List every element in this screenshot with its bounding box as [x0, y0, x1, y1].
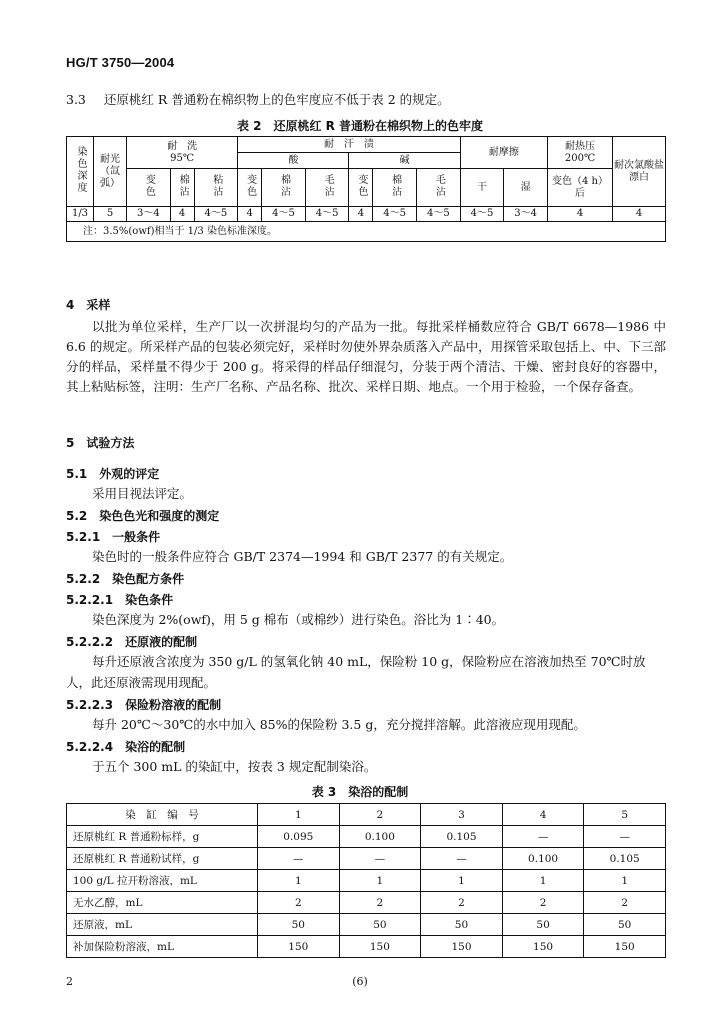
- table3-caption: 表 3 染浴的配制: [311, 785, 409, 799]
- section-5-2-2-1-heading: 5.2.2.1 染色条件: [66, 593, 174, 607]
- sub-change: 变色: [238, 169, 262, 207]
- cell: 4～5: [373, 207, 417, 222]
- header-cell: 染 缸 编 号: [67, 804, 258, 826]
- cell: 4～5: [417, 207, 461, 222]
- cell: 1: [258, 870, 340, 892]
- cell: 0.095: [258, 826, 340, 848]
- header-hotpress: 耐热压 200℃: [548, 137, 613, 169]
- table-row: [67, 914, 666, 936]
- cell: 1: [584, 870, 666, 892]
- section-5-2-2-3-heading: 5.2.2.3 保险粉溶液的配制: [66, 698, 222, 712]
- header-sweat: 耐 汗 渍: [238, 137, 460, 153]
- cell: 150: [339, 936, 421, 958]
- cell: 50: [502, 914, 584, 936]
- table-row: [67, 892, 666, 914]
- header-rub: 耐摩擦: [460, 137, 547, 169]
- sub-cotton: 棉沾: [170, 169, 194, 207]
- sheet-number: (6): [352, 975, 368, 988]
- section-3-3: [66, 92, 450, 108]
- table2-caption: 表 2 还原桃红 R 普通粉在棉织物上的色牢度: [236, 119, 484, 133]
- cell: 2: [584, 892, 666, 914]
- header-wash: 耐 洗 95℃: [127, 137, 238, 169]
- sub-change: 变色: [349, 169, 373, 207]
- standard-code: HG/T 3750—2004: [66, 55, 175, 70]
- cell: 2: [502, 892, 584, 914]
- cell: 150: [584, 936, 666, 958]
- page-number: 2: [66, 975, 73, 988]
- table-2: [66, 136, 666, 242]
- sub-wet: 湿: [504, 169, 548, 207]
- cell: 3～4: [504, 207, 548, 222]
- cell: 2: [339, 892, 421, 914]
- table-row: [67, 826, 666, 848]
- row-label: 还原桃红 R 普通粉试样，g: [67, 848, 258, 870]
- header-cell: 1: [258, 804, 340, 826]
- row-label: 还原液，mL: [67, 914, 258, 936]
- cell: 50: [584, 914, 666, 936]
- cell: 0.105: [421, 826, 503, 848]
- header-acid: 酸: [238, 153, 349, 169]
- cell: 2: [258, 892, 340, 914]
- cell: —: [258, 848, 340, 870]
- cell: 0.100: [502, 848, 584, 870]
- header-light: 耐光（氙弧）: [94, 137, 127, 207]
- cell: 50: [258, 914, 340, 936]
- cell: 4: [613, 207, 666, 222]
- section-5-2-2-3-text: 每升 20℃～30℃的水中加入 85%的保险粉 3.5 g，充分搅拌溶解。此溶液应现用现配。: [92, 717, 586, 732]
- cell: —: [502, 826, 584, 848]
- cell: 4～5: [194, 207, 238, 222]
- cell: 4: [238, 207, 262, 222]
- cell: 4: [349, 207, 373, 222]
- table2-note: 注：3.5%(owf)相当于 1/3 染色标准深度。: [67, 222, 666, 242]
- cell: —: [584, 826, 666, 848]
- section-5-2-1-heading: 5.2.1 一般条件: [66, 530, 161, 544]
- cell: —: [339, 848, 421, 870]
- section-number: 3.3: [66, 92, 86, 107]
- table-header-row: [67, 804, 666, 826]
- header-chlorine: 耐次氯酸盐漂白: [613, 137, 666, 207]
- cell: 150: [421, 936, 503, 958]
- sub-hotpress: 变色（4 h）后: [548, 169, 613, 207]
- section-5-2-2-2-line1: 每升还原液含浓度为 350 g/L 的氢氧化钠 40 mL，保险粉 10 g，保险粉应在溶液加热至 70℃时放: [92, 654, 646, 669]
- cell: 1: [339, 870, 421, 892]
- cell: —: [421, 848, 503, 870]
- row-label: 无水乙醇，mL: [67, 892, 258, 914]
- sub-wool: 毛沾: [417, 169, 461, 207]
- section-5-2-heading: 5.2 染色色光和强度的测定: [66, 509, 220, 523]
- cell: 2: [421, 892, 503, 914]
- section-5-1-heading: 5.1 外观的评定: [66, 467, 160, 481]
- cell: 1: [421, 870, 503, 892]
- section-5-2-2-1-text: 染色深度为 2%(owf)，用 5 g 棉布（或棉纱）进行染色。浴比为 1∶40。: [92, 612, 505, 627]
- header-cell: 3: [421, 804, 503, 826]
- cell: 150: [258, 936, 340, 958]
- cell: 0.105: [584, 848, 666, 870]
- header-cell: 4: [502, 804, 584, 826]
- cell: 50: [421, 914, 503, 936]
- section-4-heading: 4 采样: [66, 298, 111, 312]
- section-5-2-2-2-heading: 5.2.2.2 还原液的配制: [66, 635, 198, 649]
- cell: 4: [170, 207, 194, 222]
- cell: 4～5: [262, 207, 306, 222]
- cell: 5: [94, 207, 127, 222]
- table-row: [67, 870, 666, 892]
- header-cell: 5: [584, 804, 666, 826]
- section-5-2-2-2-line2: 人，此还原液需现用现配。: [66, 675, 217, 690]
- sub-wool: 毛沾: [305, 169, 349, 207]
- sub-dry: 干: [460, 169, 504, 207]
- section-5-1-text: 采用目视法评定。: [92, 486, 193, 501]
- section-5-2-2-4-text: 于五个 300 mL 的染缸中，按表 3 规定配制染浴。: [92, 759, 377, 774]
- table-row: [67, 936, 666, 958]
- sub-cotton: 棉沾: [262, 169, 306, 207]
- row-label: 补加保险粉溶液，mL: [67, 936, 258, 958]
- cell: 150: [502, 936, 584, 958]
- cell: 50: [339, 914, 421, 936]
- section-5-2-2-heading: 5.2.2 染色配方条件: [66, 572, 185, 586]
- section-5-heading: 5 试验方法: [66, 436, 135, 450]
- section-text: 还原桃红 R 普通粉在棉织物上的色牢度应不低于表 2 的规定。: [103, 92, 450, 107]
- cell: 4～5: [460, 207, 504, 222]
- cell: 1: [502, 870, 584, 892]
- cell: 3～4: [127, 207, 171, 222]
- row-label: 还原桃红 R 普通粉标样，g: [67, 826, 258, 848]
- sub-change: 变色: [127, 169, 171, 207]
- cell: 4～5: [305, 207, 349, 222]
- header-alkali: 碱: [349, 153, 460, 169]
- table-3: [66, 803, 666, 958]
- table-row: [67, 207, 666, 222]
- sub-cotton: 棉沾: [373, 169, 417, 207]
- row-label: 100 g/L 拉开粉溶液，mL: [67, 870, 258, 892]
- header-cell: 2: [339, 804, 421, 826]
- cell: 0.100: [339, 826, 421, 848]
- header-depth: 染色深度: [67, 137, 94, 207]
- cell: 4: [548, 207, 613, 222]
- sub-stain: 粘沾: [194, 169, 238, 207]
- section-5-2-2-4-heading: 5.2.2.4 染浴的配制: [66, 740, 186, 754]
- section-5-2-1-text: 染色时的一般条件应符合 GB/T 2374—1994 和 GB/T 2377 的有关规定。: [92, 549, 513, 564]
- section-4-text: 以批为单位采样，生产厂以一次拼混均匀的产品为一批。每批采样桶数应符合 GB/T 6678—1986 中 6.6 的规定。所采样产品的包装必须完好，采样时勿使外界杂质落入产品中，用探管采取包括上、中、下三部分的样品，采样量不得少于 200 g。将采得的样品仔细混匀，分装于两个清洁、干燥、密封良好的容器中，其上粘贴标签，注明：生产厂名称、产品名称、批次、采样日期、地点。一个用于检验，一个保存备查。: [66, 319, 666, 394]
- table-row: [67, 848, 666, 870]
- cell: 1/3: [67, 207, 94, 222]
